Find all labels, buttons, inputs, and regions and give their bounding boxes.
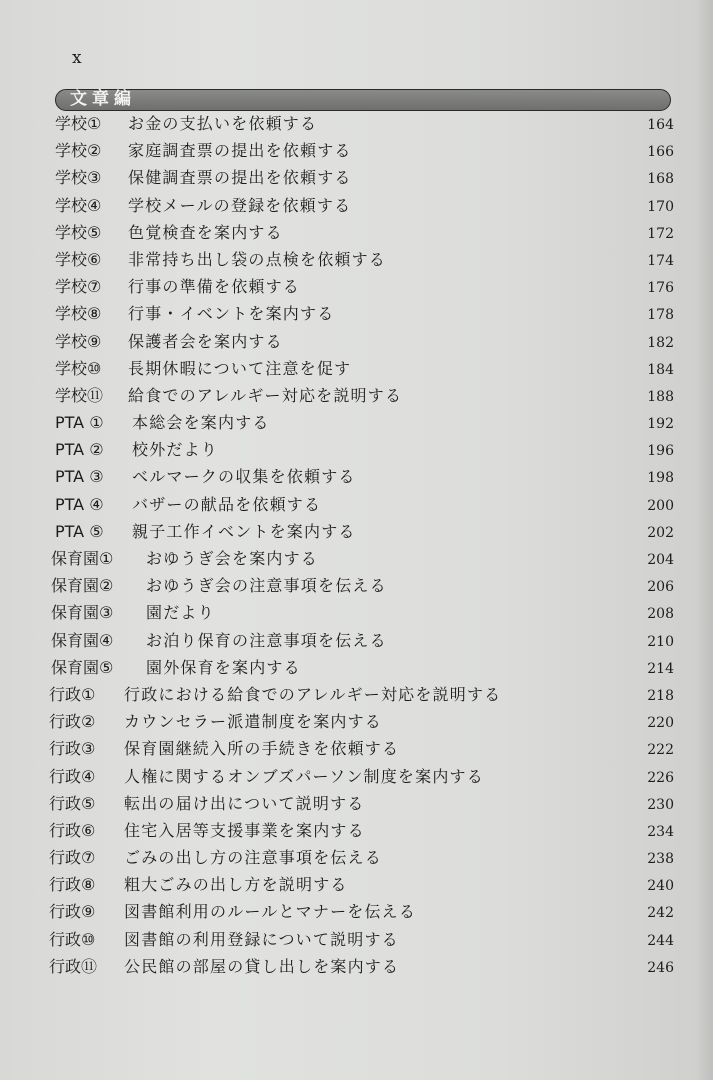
toc-entry-label: 保育園① xyxy=(51,549,114,568)
toc-entry-page-number: 204 xyxy=(647,552,674,568)
toc-entry xyxy=(0,655,713,682)
toc-entry xyxy=(0,193,713,220)
toc-entry-page-number: 220 xyxy=(647,715,674,732)
toc-entry xyxy=(0,247,713,274)
toc-entry-label: 保育園④ xyxy=(51,630,114,650)
toc-entry-page-number: 164 xyxy=(647,117,674,133)
toc-entry-label: 学校② xyxy=(55,141,102,161)
toc-entry-page-number: 208 xyxy=(647,606,674,623)
toc-entry-title: 給食でのアレルギー対応を説明する xyxy=(128,385,403,405)
toc-entry-label: 学校⑨ xyxy=(55,331,102,351)
toc-entry-title: 粗大ごみの出し方を説明する xyxy=(124,875,348,895)
toc-entry-page-number: 206 xyxy=(647,579,674,596)
toc-entry-label: 学校③ xyxy=(55,168,102,188)
toc-entry-title: 保健調査票の提出を依頼する xyxy=(128,168,352,188)
toc-entry-label: PTA ④ xyxy=(55,494,104,514)
toc-entry-title: ごみの出し方の注意事項を伝える xyxy=(124,848,383,868)
toc-entry-page-number: 200 xyxy=(647,497,674,514)
toc-entry-title: お泊り保育の注意事項を伝える xyxy=(146,630,387,650)
toc-entry-label: 行政⑥ xyxy=(49,820,96,840)
toc-entry-title: 転出の届け出について説明する xyxy=(124,793,365,813)
toc-entry-title: 家庭調査票の提出を依頼する xyxy=(128,141,352,161)
toc-entry xyxy=(0,356,713,383)
toc-entry xyxy=(0,682,713,709)
toc-entry-page-number: 182 xyxy=(647,334,674,351)
toc-entry-title: 色覚検査を案内する xyxy=(128,222,283,242)
toc-entry-page-number: 198 xyxy=(647,470,674,487)
toc-entry xyxy=(0,220,713,247)
toc-entry-label: 学校④ xyxy=(55,195,102,215)
toc-entry-label: 学校⑪ xyxy=(55,385,104,405)
toc-entry-page-number: 170 xyxy=(647,198,674,215)
section-header-bar xyxy=(55,89,671,111)
toc-entry-title: お金の支払いを依頼する xyxy=(128,114,318,133)
toc-entry-page-number: 168 xyxy=(647,171,674,188)
toc-entry-title: 図書館利用のルールとマナーを伝える xyxy=(124,902,417,922)
toc-entry-page-number: 174 xyxy=(647,252,674,269)
toc-entry-label: 保育園⑤ xyxy=(51,657,114,677)
toc-entry-title: 人権に関するオンブズパーソン制度を案内する xyxy=(124,766,484,786)
toc-entry-title: おゆうぎ会の注意事項を伝える xyxy=(146,576,387,596)
toc-entry-page-number: 192 xyxy=(647,416,674,433)
toc-entry-title: 図書館の利用登録について説明する xyxy=(124,929,399,949)
toc-entry-label: 学校⑧ xyxy=(55,304,102,324)
toc-entry-title: 親子工作イベントを案内する xyxy=(132,521,356,541)
toc-entry-title: 住宅入居等支援事業を案内する xyxy=(124,820,365,840)
toc-entry-page-number: 202 xyxy=(647,524,674,541)
toc-entry-title: 本総会を案内する xyxy=(132,413,270,433)
toc-entry xyxy=(0,872,713,899)
toc-entry xyxy=(0,736,713,763)
toc-entry-label: 行政② xyxy=(49,712,96,732)
toc-entry xyxy=(0,464,713,491)
toc-entry-title: カウンセラー派遣制度を案内する xyxy=(124,712,383,732)
toc-entry-title: バザーの献品を依頼する xyxy=(132,494,322,514)
toc-entry-title: 保育園継続入所の手続きを依頼する xyxy=(124,739,400,759)
toc-entry-label: 行政⑧ xyxy=(49,875,96,895)
toc-entry xyxy=(0,927,713,954)
toc-entry-label: 行政④ xyxy=(49,766,96,786)
toc-entry xyxy=(0,329,713,356)
toc-entry-label: 行政① xyxy=(49,684,96,704)
toc-entry-label: 行政⑦ xyxy=(49,848,96,868)
toc-entry xyxy=(0,383,713,410)
toc-entry-page-number: 230 xyxy=(647,796,674,813)
toc-entry xyxy=(0,899,713,926)
toc-entry-title: 行政における給食でのアレルギー対応を説明する xyxy=(124,684,502,704)
toc-entry-page-number: 234 xyxy=(647,823,674,840)
toc-entry-page-number: 238 xyxy=(647,851,674,868)
toc-entry-title: 校外だより xyxy=(132,440,219,460)
toc-entry-page-number: 218 xyxy=(647,687,674,704)
toc-entry-label: 保育園③ xyxy=(51,603,114,623)
toc-entry-title: 行事・イベントを案内する xyxy=(128,304,335,324)
toc-entry-page-number: 210 xyxy=(647,633,674,650)
toc-entry-page-number: 178 xyxy=(647,307,674,324)
toc-entry-page-number: 166 xyxy=(647,144,674,161)
toc-entry-title: 学校メールの登録を依頼する xyxy=(128,195,352,215)
toc-entry-label: 学校⑥ xyxy=(55,249,102,269)
toc-entry xyxy=(0,546,713,573)
toc-entry-label: 行政⑨ xyxy=(49,902,96,922)
toc-entry-page-number: 172 xyxy=(647,225,674,242)
toc-entry-label: PTA ⑤ xyxy=(55,521,104,541)
toc-entry-title: 保護者会を案内する xyxy=(128,331,283,351)
toc-entry xyxy=(0,519,713,546)
toc-entry xyxy=(0,764,713,791)
toc-entry-title: 長期休暇について注意を促す xyxy=(128,358,352,378)
toc-entry-page-number: 188 xyxy=(647,388,674,405)
toc-entry xyxy=(0,954,713,981)
toc-entry-page-number: 226 xyxy=(647,769,674,786)
toc-entry-page-number: 242 xyxy=(647,905,674,922)
toc-entry-title: 公民館の部屋の貸し出しを案内する xyxy=(124,956,400,976)
toc-entry xyxy=(0,600,713,627)
toc-entry-label: PTA ② xyxy=(55,440,104,460)
toc-entry xyxy=(0,410,713,437)
toc-entry xyxy=(0,628,713,655)
toc-entry-page-number: 222 xyxy=(647,742,674,759)
toc-entry-page-number: 246 xyxy=(647,959,674,976)
toc-entry-page-number: 244 xyxy=(647,932,674,949)
toc-entry-label: 行政③ xyxy=(49,739,96,759)
toc-entry-label: 学校⑤ xyxy=(55,222,102,242)
toc-entry xyxy=(0,274,713,301)
toc-entry xyxy=(0,437,713,464)
toc-entry xyxy=(0,111,713,138)
toc-entry-title: おゆうぎ会を案内する xyxy=(146,549,319,568)
toc-entry xyxy=(0,138,713,165)
toc-entry-page-number: 184 xyxy=(647,361,674,378)
toc-entry xyxy=(0,492,713,519)
toc-entry-title: 園だより xyxy=(146,603,215,623)
toc-entry-label: 学校⑦ xyxy=(55,277,102,297)
toc-entry-label: 学校① xyxy=(55,114,102,133)
toc-entry xyxy=(0,709,713,736)
toc-entry xyxy=(0,301,713,328)
toc-entry-title: ベルマークの収集を依頼する xyxy=(132,467,356,487)
page-number: x xyxy=(72,48,82,68)
toc-entry-label: PTA ③ xyxy=(55,467,104,487)
toc-entry-label: 学校⑩ xyxy=(55,358,102,378)
toc-entry xyxy=(0,165,713,192)
table-of-contents xyxy=(0,111,713,981)
toc-entry-label: 行政⑩ xyxy=(49,929,96,949)
toc-entry xyxy=(0,573,713,600)
toc-entry-page-number: 214 xyxy=(647,660,674,677)
toc-entry-page-number: 196 xyxy=(647,443,674,460)
toc-entry-title: 非常持ち出し袋の点検を依頼する xyxy=(128,249,387,269)
toc-entry-page-number: 176 xyxy=(647,280,674,297)
toc-entry-label: 行政⑤ xyxy=(49,793,96,813)
toc-entry-label: 保育園② xyxy=(51,576,114,596)
toc-entry-label: PTA ① xyxy=(55,413,104,433)
toc-entry-page-number: 240 xyxy=(647,878,674,895)
toc-entry-title: 園外保育を案内する xyxy=(146,657,301,677)
toc-entry xyxy=(0,791,713,818)
toc-entry-label: 行政⑪ xyxy=(49,956,98,976)
section-title: 文章編 xyxy=(70,89,136,109)
toc-entry xyxy=(0,818,713,845)
toc-entry-title: 行事の準備を依頼する xyxy=(128,277,301,297)
toc-entry xyxy=(0,845,713,872)
